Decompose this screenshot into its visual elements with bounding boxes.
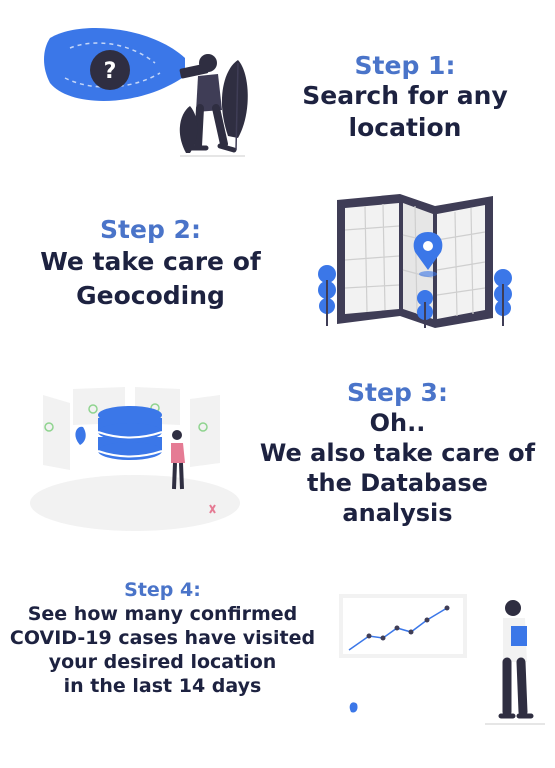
step-2-line-1: We take care of (40, 247, 261, 276)
illustration-step-4 (335, 592, 545, 732)
step-2-title: Step 2: (100, 215, 201, 244)
step-2-line-2: Geocoding (76, 281, 225, 310)
step-4-text (5, 578, 320, 698)
step-4-line-2: COVID-19 cases have visited (9, 627, 316, 649)
illustration-step-1 (40, 18, 265, 168)
step-2-text (18, 215, 283, 313)
step-3-line-2: We also take care of (259, 439, 536, 467)
illustration-step-2 (315, 190, 515, 332)
step-3-text (255, 378, 540, 528)
step-3-line-1: Oh.. (369, 409, 426, 437)
step-4-title: Step 4: (124, 579, 201, 601)
step-1-line-1: Search for any (302, 81, 508, 110)
step-3-line-4: analysis (342, 499, 453, 527)
question-icon (90, 50, 130, 90)
step-1-line-2: location (348, 113, 462, 142)
database-icon (98, 406, 162, 460)
step-1-text (275, 52, 535, 144)
step-4-line-4: in the last 14 days (63, 675, 262, 697)
step-1-title: Step 1: (354, 51, 456, 80)
step-4-line-1: See how many confirmed (27, 603, 298, 625)
step-4-line-3: your desired location (48, 651, 277, 673)
svg-text:?: ? (103, 59, 117, 84)
illustration-step-3 (25, 375, 250, 535)
step-3-line-3: the Database (307, 469, 488, 497)
step-3-title: Step 3: (347, 378, 448, 407)
